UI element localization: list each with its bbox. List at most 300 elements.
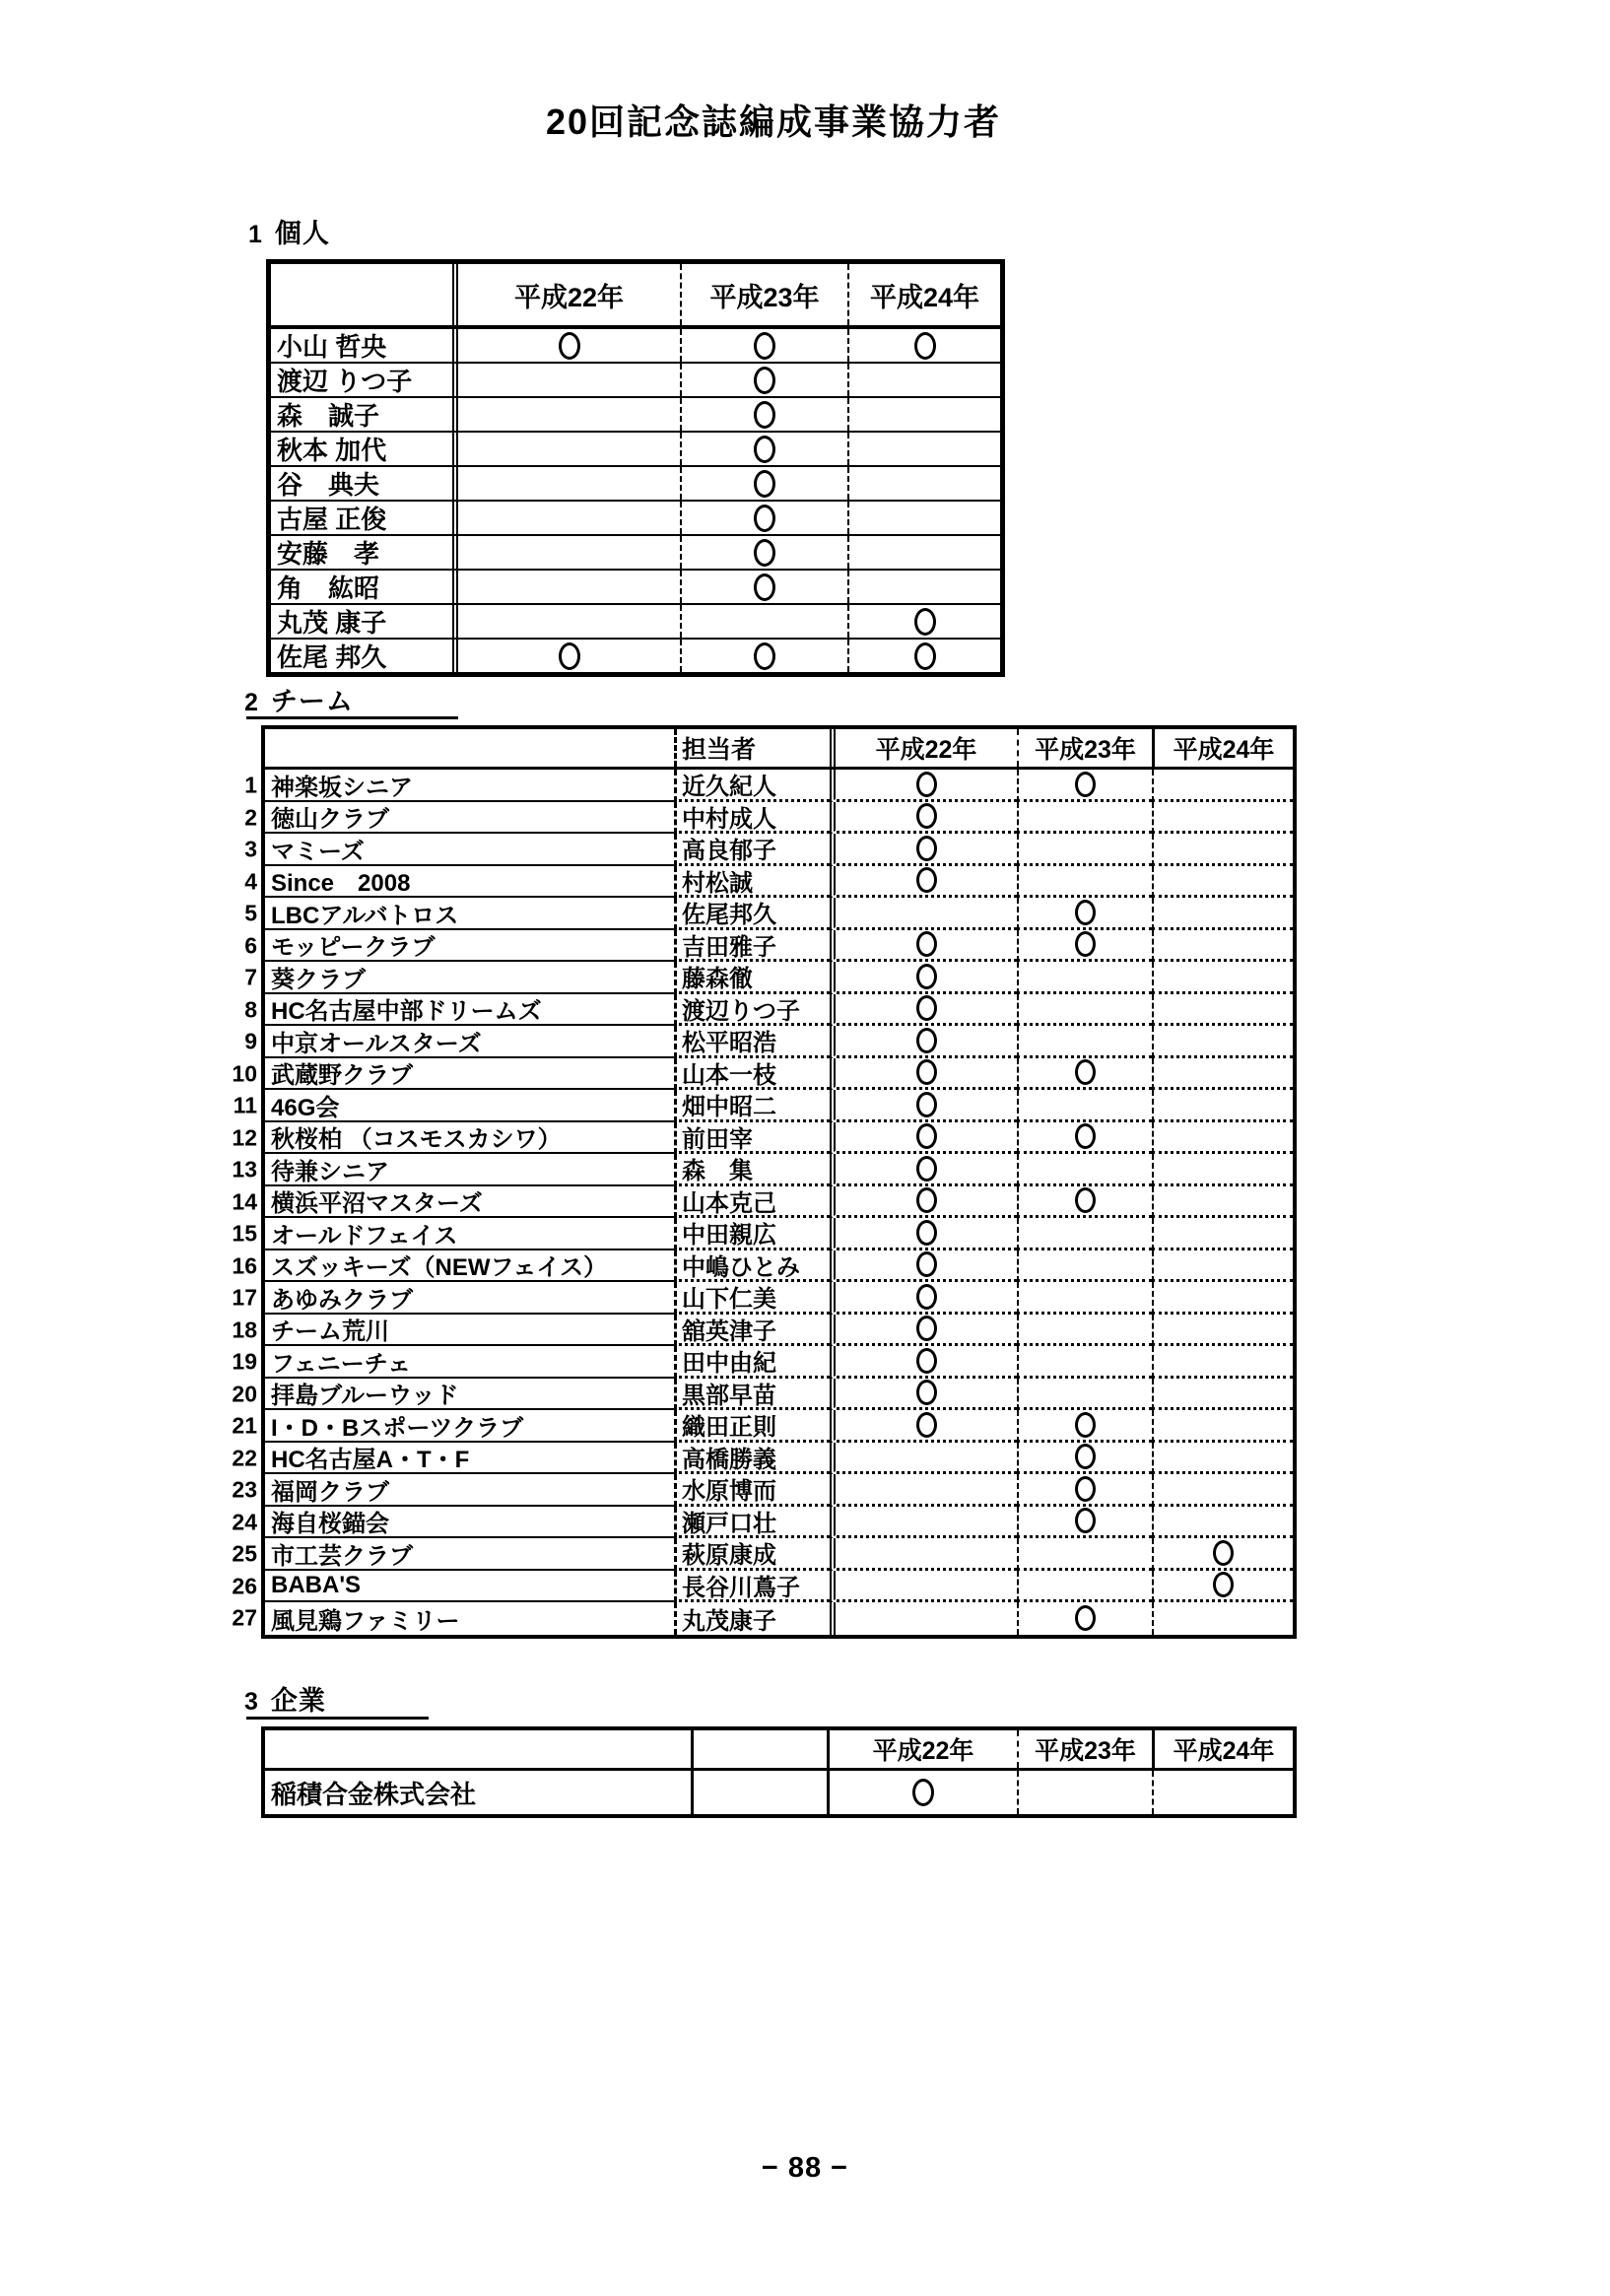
manager-name: 黒部早苗 <box>674 1379 830 1411</box>
h23-mark-cell <box>680 364 847 396</box>
h23-mark-cell <box>1017 1315 1152 1347</box>
team-name: 徳山クラブ <box>265 802 674 835</box>
team-name: LBCアルバトロス <box>265 898 674 930</box>
h24-mark-cell <box>1152 1315 1293 1347</box>
team-name: HC名古屋中部ドリームズ <box>265 994 674 1027</box>
circle-mark-icon <box>1075 1412 1096 1438</box>
individual-row <box>271 329 1000 364</box>
individual-row <box>271 605 1000 640</box>
person-name: 古屋 正俊 <box>271 502 458 534</box>
h23-mark-cell <box>1017 994 1152 1027</box>
row-number: 4 <box>244 868 257 895</box>
manager-name: 中村成人 <box>674 802 830 835</box>
person-name: 小山 哲央 <box>271 329 458 362</box>
team-row <box>232 1058 1293 1091</box>
h24-mark-cell <box>1152 1026 1293 1058</box>
h23-mark-cell <box>1017 1186 1152 1219</box>
row-number: 27 <box>232 1604 257 1631</box>
h22-mark-cell <box>830 898 1017 930</box>
team-row <box>244 962 1293 994</box>
individual-row <box>271 398 1000 433</box>
manager-name: 織田正則 <box>674 1410 830 1443</box>
h23-mark-cell <box>680 605 847 638</box>
circle-mark-icon <box>916 1220 937 1246</box>
header-manager-cell: 担当者 <box>674 729 830 767</box>
section-title: 個人 <box>274 219 330 248</box>
row-number: 16 <box>232 1252 257 1279</box>
h23-mark-cell <box>1017 1410 1152 1443</box>
h23-mark-cell <box>1017 1771 1152 1814</box>
h23-mark-cell <box>680 398 847 431</box>
manager-name: 松平昭浩 <box>674 1026 830 1058</box>
h22-mark-cell <box>830 834 1017 866</box>
team-row <box>232 1315 1293 1347</box>
circle-mark-icon <box>914 608 936 636</box>
team-row <box>232 1602 1293 1635</box>
team-name: チーム荒川 <box>265 1315 674 1347</box>
team-name: 武蔵野クラブ <box>265 1058 674 1091</box>
h22-mark-cell <box>830 930 1017 963</box>
row-number: 22 <box>232 1445 257 1471</box>
h24-mark-cell <box>1152 1122 1293 1155</box>
circle-mark-icon <box>916 1059 937 1085</box>
row-number: 8 <box>244 996 257 1023</box>
person-name: 森 誠子 <box>271 398 458 431</box>
team-name: 46G会 <box>265 1090 674 1122</box>
h23-mark-cell <box>680 329 847 362</box>
team-row <box>232 1282 1293 1315</box>
h24-mark-cell <box>1152 1538 1293 1571</box>
circle-mark-icon <box>916 1348 937 1374</box>
team-row <box>244 834 1293 866</box>
h22-mark-cell <box>458 364 680 396</box>
companies-table <box>261 1726 1297 1818</box>
team-row <box>232 1443 1293 1475</box>
circle-mark-icon <box>754 574 775 601</box>
individual-row <box>271 502 1000 536</box>
h23-mark-cell <box>1017 1250 1152 1283</box>
h22-mark-cell <box>830 1346 1017 1379</box>
h22-mark-cell <box>830 1250 1017 1283</box>
team-name: モッピークラブ <box>265 930 674 963</box>
h23-mark-cell <box>1017 1474 1152 1507</box>
team-name: フェニーチェ <box>265 1346 674 1379</box>
h22-mark-cell <box>830 994 1017 1027</box>
manager-name: 舘英津子 <box>674 1315 830 1347</box>
circle-mark-icon <box>754 642 775 670</box>
h24-mark-cell <box>1152 770 1293 802</box>
section-number: 3 <box>244 1688 259 1716</box>
h23-mark-cell <box>1017 1538 1152 1571</box>
manager-name: 山本一枝 <box>674 1058 830 1091</box>
h22-mark-cell <box>830 1771 1017 1814</box>
h22-mark-cell <box>830 1186 1017 1219</box>
h23-mark-cell <box>1017 1602 1152 1635</box>
circle-mark-icon <box>1213 1572 1234 1597</box>
team-row <box>232 1379 1293 1411</box>
team-row <box>232 1186 1293 1219</box>
team-row <box>244 770 1293 802</box>
manager-name: 吉田雅子 <box>674 930 830 963</box>
team-name: 葵クラブ <box>265 962 674 994</box>
person-name: 佐尾 邦久 <box>271 640 458 672</box>
h24-mark-cell <box>1152 1443 1293 1475</box>
individual-row <box>271 536 1000 571</box>
circle-mark-icon <box>916 995 937 1021</box>
h23-mark-cell <box>1017 1571 1152 1603</box>
individual-row <box>271 364 1000 398</box>
team-row <box>232 1474 1293 1507</box>
h23-mark-cell <box>680 640 847 672</box>
h22-mark-cell <box>830 802 1017 835</box>
h22-mark-cell <box>830 1282 1017 1315</box>
manager-name: 高良郁子 <box>674 834 830 866</box>
h23-mark-cell <box>1017 770 1152 802</box>
team-row <box>232 1571 1293 1603</box>
manager-name: 中嶋ひとみ <box>674 1250 830 1283</box>
team-name: 風見鶏ファミリー <box>271 1607 460 1635</box>
h22-mark-cell <box>830 1026 1017 1058</box>
row-number: 10 <box>232 1060 257 1087</box>
h24-mark-cell <box>1152 1346 1293 1379</box>
person-name: 丸茂 康子 <box>271 605 458 638</box>
header-h24-cell: 平成24年 <box>1152 729 1293 767</box>
circle-mark-icon <box>754 436 775 463</box>
circle-mark-icon <box>916 836 937 861</box>
row-number: 20 <box>232 1381 257 1407</box>
manager-name: 中田親広 <box>674 1218 830 1250</box>
manager-name: 水原博而 <box>674 1474 830 1507</box>
h22-mark-cell <box>830 1443 1017 1475</box>
h24-mark-cell <box>847 502 1000 534</box>
circle-mark-icon <box>916 803 937 829</box>
row-number: 2 <box>244 804 257 831</box>
circle-mark-icon <box>916 1316 937 1341</box>
circle-mark-icon <box>559 332 580 360</box>
header-name-cell <box>271 264 458 325</box>
h24-mark-cell <box>1152 1186 1293 1219</box>
team-row <box>244 994 1293 1027</box>
h24-mark-cell <box>1152 1474 1293 1507</box>
row-number: 19 <box>232 1348 257 1375</box>
team-name: Since 2008 <box>265 866 674 899</box>
row-number: 13 <box>232 1156 257 1182</box>
h24-mark-cell <box>1152 834 1293 866</box>
circle-mark-icon <box>1075 1059 1096 1085</box>
team-name: オールドフェイス <box>265 1218 674 1250</box>
manager-name: 佐尾邦久 <box>674 898 830 930</box>
h22-mark-cell <box>458 571 680 603</box>
circle-mark-icon <box>1213 1540 1234 1566</box>
circle-mark-icon <box>912 1779 934 1806</box>
h24-mark-cell <box>1152 898 1293 930</box>
h22-mark-cell <box>830 1474 1017 1507</box>
h22-mark-cell <box>458 467 680 500</box>
team-row <box>244 802 1293 835</box>
row-number: 6 <box>244 932 257 959</box>
team-name: スズッキーズ（NEWフェイス） <box>265 1250 674 1283</box>
h24-mark-cell <box>1152 1571 1293 1603</box>
individuals-table <box>266 259 1005 677</box>
person-name: 秋本 加代 <box>271 433 458 465</box>
circle-mark-icon <box>1075 1123 1096 1149</box>
page-number: − 88 − <box>761 2152 849 2184</box>
team-name: 横浜平沼マスターズ <box>265 1186 674 1219</box>
h23-mark-cell <box>1017 1379 1152 1411</box>
circle-mark-icon <box>1075 1187 1096 1213</box>
h23-mark-cell <box>1017 1026 1152 1058</box>
circle-mark-icon <box>916 1284 937 1310</box>
h24-mark-cell <box>847 640 1000 672</box>
person-name: 安藤 孝 <box>271 536 458 569</box>
h24-mark-cell <box>847 398 1000 431</box>
h24-mark-cell <box>1152 1507 1293 1539</box>
manager-name: 山下仁美 <box>674 1282 830 1315</box>
team-name: あゆみクラブ <box>265 1282 674 1315</box>
company-name: 稲積合金株式会社 <box>265 1771 694 1814</box>
section-underline <box>246 1717 429 1720</box>
manager-name: 前田宰 <box>674 1122 830 1155</box>
row-number: 14 <box>232 1188 257 1215</box>
h22-mark-cell <box>458 398 680 431</box>
row-number: 9 <box>244 1028 257 1054</box>
h24-mark-cell <box>1152 1602 1293 1635</box>
person-name: 谷 典夫 <box>271 467 458 500</box>
section-number: 2 <box>244 689 259 716</box>
section-number: 1 <box>248 221 263 248</box>
header-h22-cell: 平成22年 <box>513 282 625 312</box>
circle-mark-icon <box>1075 1508 1096 1533</box>
team-name: HC名古屋A・T・F <box>265 1443 674 1475</box>
team-name: 拝島ブルーウッド <box>265 1379 674 1411</box>
team-row <box>232 1218 1293 1250</box>
h24-mark-cell <box>1152 930 1293 963</box>
team-row <box>232 1154 1293 1186</box>
h23-mark-cell <box>680 433 847 465</box>
team-row <box>244 1026 1293 1058</box>
h22-mark-cell <box>830 1218 1017 1250</box>
circle-mark-icon <box>1075 1444 1096 1469</box>
h22-mark-cell <box>830 1154 1017 1186</box>
h22-mark-cell <box>830 1507 1017 1539</box>
h23-mark-cell <box>1017 1090 1152 1122</box>
individual-row <box>271 433 1000 467</box>
teams-table-header <box>265 729 1293 770</box>
h22-mark-cell <box>830 770 1017 802</box>
h23-mark-cell <box>1017 802 1152 835</box>
h24-mark-cell <box>1152 1282 1293 1315</box>
h24-mark-cell <box>1152 994 1293 1027</box>
individual-row <box>271 571 1000 605</box>
h24-mark-cell <box>847 536 1000 569</box>
team-name: BABA'S <box>265 1571 674 1603</box>
manager-name: 村松誠 <box>674 866 830 899</box>
h22-mark-cell <box>458 640 680 672</box>
manager-name: 森 集 <box>674 1154 830 1186</box>
section-underline <box>246 716 458 719</box>
team-name: I・D・Bスポーツクラブ <box>265 1410 674 1443</box>
circle-mark-icon <box>916 1187 937 1213</box>
team-name: 福岡クラブ <box>265 1474 674 1507</box>
team-name: 中京オールスターズ <box>265 1026 674 1058</box>
h24-mark-cell <box>847 571 1000 603</box>
h24-mark-cell <box>1152 1250 1293 1283</box>
circle-mark-icon <box>1075 900 1096 925</box>
h23-mark-cell <box>1017 1282 1152 1315</box>
team-name: マミーズ <box>265 834 674 866</box>
h23-mark-cell <box>680 502 847 534</box>
row-number: 17 <box>232 1284 257 1311</box>
header-h23-cell: 平成23年 <box>1017 729 1152 767</box>
teams-table <box>232 725 1297 1639</box>
individual-row <box>271 640 1000 672</box>
page-title: 20回記念誌編成事業協力者 <box>545 101 1002 142</box>
section-title: チーム <box>270 687 354 716</box>
circle-mark-icon <box>916 1156 937 1182</box>
circle-mark-icon <box>754 401 775 429</box>
section-teams-heading <box>244 680 354 718</box>
circle-mark-icon <box>914 332 936 360</box>
circle-mark-icon <box>754 470 775 498</box>
h23-mark-cell <box>1017 1058 1152 1091</box>
circle-mark-icon <box>559 642 580 670</box>
h23-mark-cell <box>1017 866 1152 899</box>
h23-mark-cell <box>1017 1122 1152 1155</box>
h24-mark-cell <box>1152 1090 1293 1122</box>
header-h22-cell: 平成22年 <box>872 1737 974 1765</box>
h22-mark-cell <box>458 605 680 638</box>
h23-mark-cell <box>680 571 847 603</box>
row-number: 21 <box>232 1412 257 1439</box>
manager-name: 萩原康成 <box>674 1538 830 1571</box>
team-row <box>244 898 1293 930</box>
h23-mark-cell <box>1017 930 1152 963</box>
person-name: 渡辺 りつ子 <box>271 364 458 396</box>
h24-mark-cell <box>1152 866 1293 899</box>
h24-mark-cell <box>847 467 1000 500</box>
header-h24-cell: 平成24年 <box>1152 1730 1293 1768</box>
team-name: 待兼シニア <box>265 1154 674 1186</box>
h22-mark-cell <box>830 1538 1017 1571</box>
circle-mark-icon <box>916 1412 937 1438</box>
h22-mark-cell <box>458 329 680 362</box>
manager-name: 高橋勝義 <box>674 1443 830 1475</box>
circle-mark-icon <box>754 367 775 394</box>
circle-mark-icon <box>916 1092 937 1117</box>
empty-cell <box>694 1771 830 1814</box>
companies-table-body <box>265 1771 1293 1814</box>
row-number: 23 <box>232 1476 257 1503</box>
row-number: 11 <box>233 1092 257 1118</box>
circle-mark-icon <box>916 1380 937 1405</box>
team-name: 秋桜柏 （コスモスカシワ） <box>265 1122 674 1155</box>
h23-mark-cell <box>1017 1218 1152 1250</box>
h22-mark-cell <box>458 502 680 534</box>
manager-name: 田中由紀 <box>674 1346 830 1379</box>
h24-mark-cell <box>1152 1218 1293 1250</box>
h24-mark-cell <box>1152 1058 1293 1091</box>
manager-name: 渡辺りつ子 <box>674 994 830 1027</box>
teams-table-body <box>232 770 1293 1635</box>
h24-mark-cell <box>1152 1771 1293 1814</box>
individual-row <box>271 467 1000 502</box>
person-name: 角 紘昭 <box>271 571 458 603</box>
row-number: 18 <box>232 1317 257 1343</box>
row-number: 7 <box>244 964 257 990</box>
row-number: 3 <box>244 836 257 862</box>
h22-mark-cell <box>830 1315 1017 1347</box>
header-empty-cell <box>694 1730 830 1768</box>
row-number: 12 <box>232 1124 257 1151</box>
h24-mark-cell <box>847 433 1000 465</box>
h23-mark-cell <box>1017 1154 1152 1186</box>
h24-mark-cell <box>1152 1154 1293 1186</box>
circle-mark-icon <box>1075 772 1096 797</box>
h24-mark-cell <box>847 329 1000 362</box>
row-number: 15 <box>232 1220 257 1247</box>
h22-mark-cell <box>830 866 1017 899</box>
h23-mark-cell <box>1017 1346 1152 1379</box>
individuals-table-header <box>271 264 1000 329</box>
team-row <box>244 866 1293 899</box>
h22-mark-cell <box>458 536 680 569</box>
company-row <box>265 1771 1293 1814</box>
h24-mark-cell <box>847 605 1000 638</box>
h22-mark-cell <box>830 1058 1017 1091</box>
header-h24-cell: 平成24年 <box>847 264 1000 325</box>
h23-mark-cell <box>680 536 847 569</box>
team-row <box>232 1346 1293 1379</box>
h23-mark-cell <box>680 467 847 500</box>
h23-mark-cell <box>1017 1443 1152 1475</box>
header-team-cell <box>265 729 674 767</box>
h22-mark-cell <box>830 1122 1017 1155</box>
manager-name: 畑中昭二 <box>674 1090 830 1122</box>
circle-mark-icon <box>916 1251 937 1277</box>
team-row <box>232 1410 1293 1443</box>
h24-mark-cell <box>1152 962 1293 994</box>
team-name: 海自桜錨会 <box>265 1507 674 1539</box>
team-row <box>244 930 1293 963</box>
h22-mark-cell <box>458 433 680 465</box>
manager-name: 丸茂康子 <box>674 1602 830 1635</box>
team-row <box>232 1507 1293 1539</box>
circle-mark-icon <box>1075 1476 1096 1502</box>
circle-mark-icon <box>916 1028 937 1053</box>
h23-mark-cell <box>1017 962 1152 994</box>
team-row <box>232 1538 1293 1571</box>
team-row <box>232 1250 1293 1283</box>
h24-mark-cell <box>1152 1410 1293 1443</box>
circle-mark-icon <box>754 505 775 532</box>
row-number: 1 <box>244 772 257 798</box>
h22-mark-cell <box>830 1379 1017 1411</box>
manager-name: 山本克己 <box>674 1186 830 1219</box>
section-companies-heading <box>244 1679 326 1718</box>
circle-mark-icon <box>914 642 936 670</box>
header-name-cell <box>265 1730 694 1768</box>
row-number: 5 <box>244 900 257 926</box>
h22-mark-cell <box>830 1090 1017 1122</box>
header-h22-cell: 平成22年 <box>830 729 1017 767</box>
h22-mark-cell <box>830 1571 1017 1603</box>
team-name: 市工芸クラブ <box>265 1538 674 1571</box>
individuals-table-body <box>271 329 1000 672</box>
manager-name: 近久紀人 <box>674 770 830 802</box>
team-row <box>233 1090 1293 1122</box>
row-number: 26 <box>232 1573 257 1599</box>
circle-mark-icon <box>916 772 937 797</box>
